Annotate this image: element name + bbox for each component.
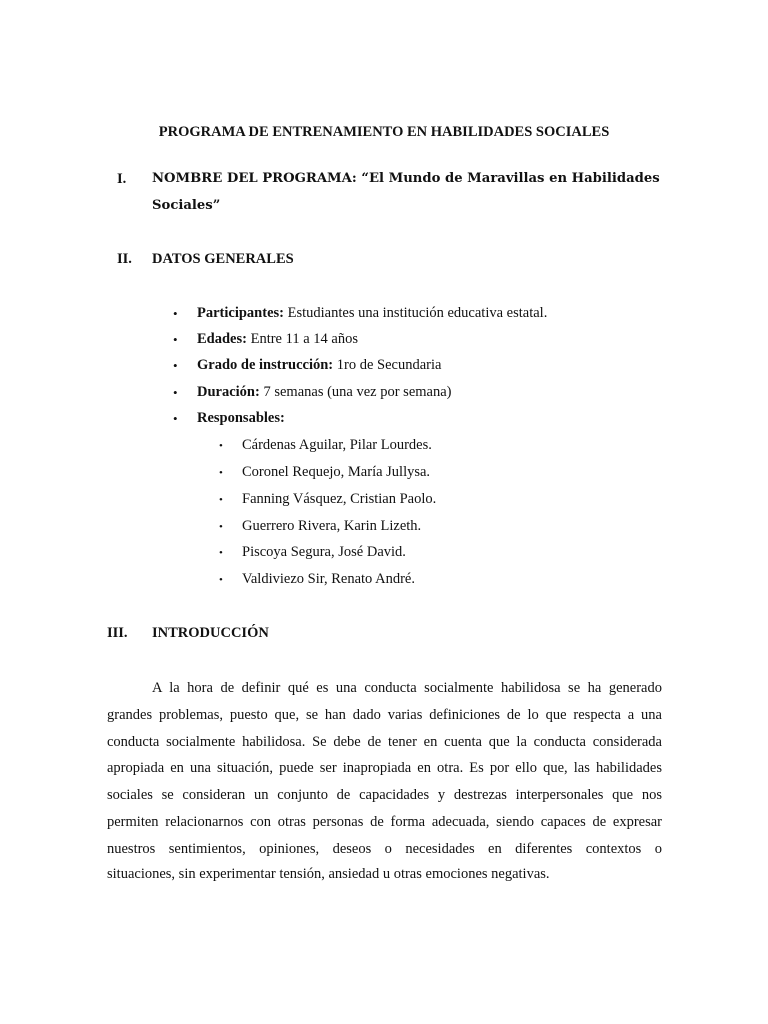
responsable-item: Valdiviezo Sir, Renato André. [242,571,415,587]
list-item-responsables [197,410,285,427]
bullet-icon: • [173,306,178,321]
bullet-icon: • [173,411,178,426]
section-3-numeral: III. [107,625,128,641]
paragraph-line: A la hora de definir qué es una conducta socialmente habilidosa se ha generado [152,680,662,696]
paragraph-line: grandes problemas, puesto que, se han dado varias definiciones de lo que respecta a una [107,707,662,723]
bullet-icon: • [219,494,223,506]
bullet-icon: • [219,547,223,559]
section-1-numeral: I. [117,171,127,187]
list-item-label: Responsables: [197,410,285,426]
bullet-icon: • [173,385,178,400]
paragraph-line: permiten relacionarnos con otras personas de forma adecuada, siendo capaces de expresar [107,814,662,830]
bullet-icon: • [219,467,223,479]
bullet-icon: • [173,332,178,347]
list-item-value: 1ro de Secundaria [336,357,442,373]
bullet-icon: • [219,521,223,533]
section-1-program-name-continued: Sociales” [152,198,221,213]
list-item-label: Duración: [197,384,260,400]
list-item-participantes [197,305,547,322]
paragraph-line: conducta socialmente habilidosa. Se debe de tener en cuenta que la conducta considerada [107,734,662,750]
list-item-label: Grado de instrucción: [197,357,334,373]
responsable-item: Coronel Requejo, María Jullysa. [242,464,431,480]
responsable-item: Cárdenas Aguilar, Pilar Lourdes. [242,437,432,453]
section-1-program-name: “El Mundo de Maravillas en Habilidades [361,171,660,186]
section-2-numeral: II. [117,251,132,267]
document-title: PROGRAMA DE ENTRENAMIENTO EN HABILIDADES SOCIALES [158,124,610,140]
responsable-item: Piscoya Segura, José David. [242,544,406,560]
responsable-item: Guerrero Rivera, Karin Lizeth. [242,518,422,534]
paragraph-line: apropiada en una situación, puede ser inapropiada en otra. Es por ello que, las habilidades [107,760,662,776]
list-item-value: Estudiantes una institución educativa estatal. [287,305,548,321]
section-3-heading: INTRODUCCIÓN [152,625,269,641]
section-2-heading: DATOS GENERALES [152,251,294,267]
list-item-label: Edades: [197,331,247,347]
list-item-duracion [197,384,452,401]
section-1-heading [152,171,660,186]
section-1-heading-label: NOMBRE DEL PROGRAMA: [152,171,357,186]
paragraph-line: sociales se consideran un conjunto de capacidades y destrezas interpersonales que nos [107,787,662,803]
list-item-label: Participantes: [197,305,284,321]
bullet-icon: • [173,358,178,373]
paragraph-line: situaciones, sin experimentar tensión, ansiedad u otras emociones negativas. [107,866,550,882]
list-item-grado [197,357,441,374]
bullet-icon: • [219,440,223,452]
responsable-item: Fanning Vásquez, Cristian Paolo. [242,491,437,507]
list-item-edades [197,331,358,348]
list-item-value: 7 semanas (una vez por semana) [263,384,452,400]
paragraph-line: nuestros sentimientos, opiniones, deseos o necesidades en diferentes contextos o [107,841,662,857]
bullet-icon: • [219,574,223,586]
list-item-value: Entre 11 a 14 años [250,331,358,347]
